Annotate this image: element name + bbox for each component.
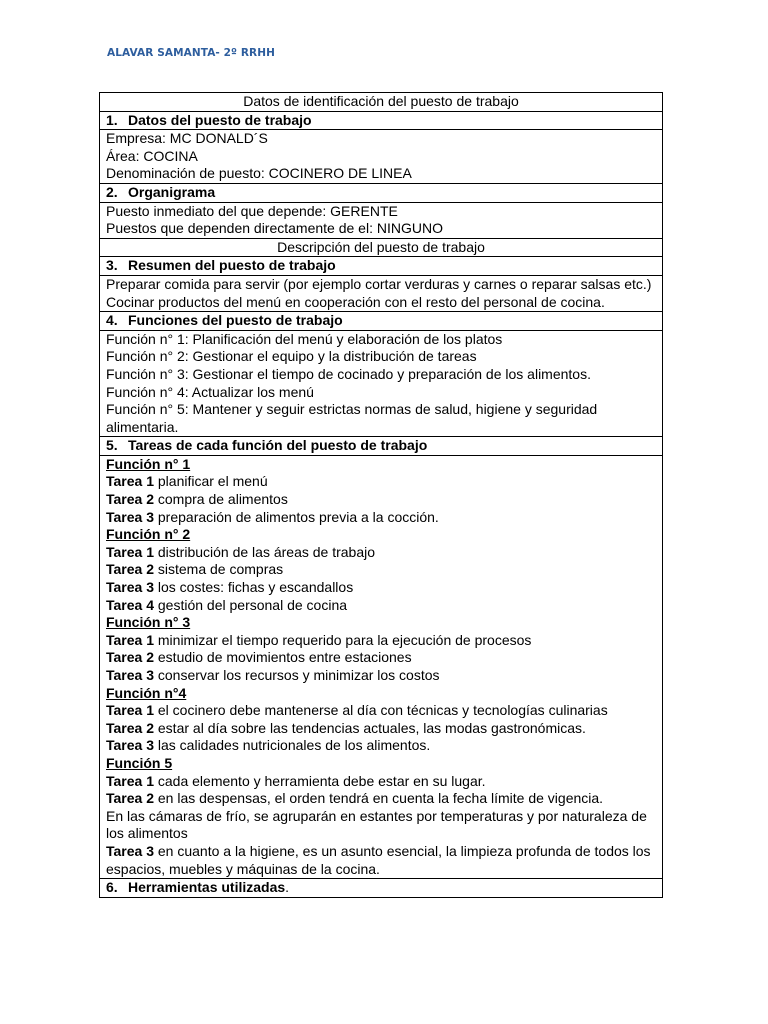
task-line: Tarea 2 estudio de movimientos entre estaciones <box>106 649 412 666</box>
task-line: Tarea 3 conservar los recursos y minimizar los costos <box>106 667 440 683</box>
table-row <box>100 257 663 276</box>
summary-text: Preparar comida para servir (por ejemplo cortar verduras y carnes o reparar salsas etc.) Cocinar productos del menú en cooperación con el resto del personal de cocina. <box>100 275 663 311</box>
function-3-line: Función n° 3: Gestionar el tiempo de cocinado y preparación de los alimentos. <box>106 365 591 382</box>
task-line: Tarea 3 las calidades nutricionales de los alimentos. <box>106 737 431 754</box>
function-5-heading: Función 5 <box>106 754 173 771</box>
section-2-content <box>100 202 663 238</box>
table-row <box>100 111 663 130</box>
reports-to-line: Puesto inmediato del que depende: GERENTE <box>106 202 398 219</box>
section-4-heading: 4. Funciones del puesto de trabajo <box>100 312 663 331</box>
table-row <box>100 437 663 456</box>
title-identification: Datos de identificación del puesto de trabajo <box>100 93 663 112</box>
task-line: Tarea 1 minimizar el tiempo requerido para la ejecución de procesos <box>106 631 532 648</box>
table-row <box>100 879 663 898</box>
section-1-heading: 1. Datos del puesto de trabajo <box>100 111 663 130</box>
task-line: Tarea 1 el cocinero debe mantenerse al día con técnicas y tecnologías culinarias <box>106 702 608 719</box>
function-4-heading: Función n°4 <box>106 684 187 701</box>
job-description-table <box>99 92 663 898</box>
table-row <box>100 93 663 112</box>
task-line: Tarea 1 cada elemento y herramienta debe estar en su lugar. <box>106 772 486 789</box>
table-row <box>100 130 663 184</box>
table-row <box>100 238 663 257</box>
table-row <box>100 202 663 238</box>
function-4-line: Función n° 4: Actualizar los menú <box>106 383 314 400</box>
task-line: Tarea 3 los costes: fichas y escandallos <box>106 579 354 596</box>
task-line: Tarea 2 estar al día sobre las tendencias actuales, las modas gastronómicas. <box>106 719 586 736</box>
position-name-line: Denominación de puesto: COCINERO DE LINEA <box>106 165 412 182</box>
task-line: Tarea 2 compra de alimentos <box>106 491 288 508</box>
title-description: Descripción del puesto de trabajo <box>100 238 663 257</box>
function-1-line: Función n° 1: Planificación del menú y elaboración de los platos <box>106 330 503 347</box>
area-line: Área: COCINA <box>106 147 198 164</box>
table-row <box>100 183 663 202</box>
company-line: Empresa: MC DONALD´S <box>106 130 268 147</box>
section-2-heading: 2. Organigrama <box>100 183 663 202</box>
task-line: Tarea 3 en cuanto a la higiene, es un asunto esencial, la limpieza profunda de todos los espacios, muebles y máquinas de la cocina. <box>106 842 651 877</box>
section-5-heading: 5. Tareas de cada función del puesto de trabajo <box>100 437 663 456</box>
section-1-content <box>100 130 663 184</box>
task-line: Tarea 1 planificar el menú <box>106 473 268 490</box>
task-line: Tarea 4 gestión del personal de cocina <box>106 596 348 613</box>
section-5-content <box>100 455 663 878</box>
table-row <box>100 275 663 311</box>
task-line: Tarea 2 en las despensas, el orden tendrá en cuenta la fecha límite de vigencia. <box>106 790 604 807</box>
section-6-heading: 6. Herramientas utilizadas. <box>100 879 663 898</box>
function-2-heading: Función n° 2 <box>106 526 191 543</box>
section-3-heading: 3. Resumen del puesto de trabajo <box>100 257 663 276</box>
task-note: En las cámaras de frío, se agruparán en estantes por temperaturas y por naturaleza de los alimentos <box>106 807 647 842</box>
task-line: Tarea 1 distribución de las áreas de trabajo <box>106 543 376 560</box>
task-line: Tarea 3 preparación de alimentos previa a la cocción. <box>106 508 439 525</box>
table-row <box>100 312 663 331</box>
table-row <box>100 455 663 878</box>
task-line: Tarea 2 sistema de compras <box>106 561 284 578</box>
function-3-heading: Función n° 3 <box>106 614 191 631</box>
page-header-author: ALAVAR SAMANTA- 2º RRHH <box>107 47 275 59</box>
section-4-content <box>100 330 663 437</box>
function-2-line: Función n° 2: Gestionar el equipo y la distribución de tareas <box>106 348 477 365</box>
function-1-heading: Función n° 1 <box>106 455 191 472</box>
subordinates-line: Puestos que dependen directamente de el: NINGUNO <box>106 220 443 237</box>
function-5-line: Función n° 5: Mantener y seguir estrictas normas de salud, higiene y seguridad alimentaria. <box>106 401 598 435</box>
table-row <box>100 330 663 437</box>
